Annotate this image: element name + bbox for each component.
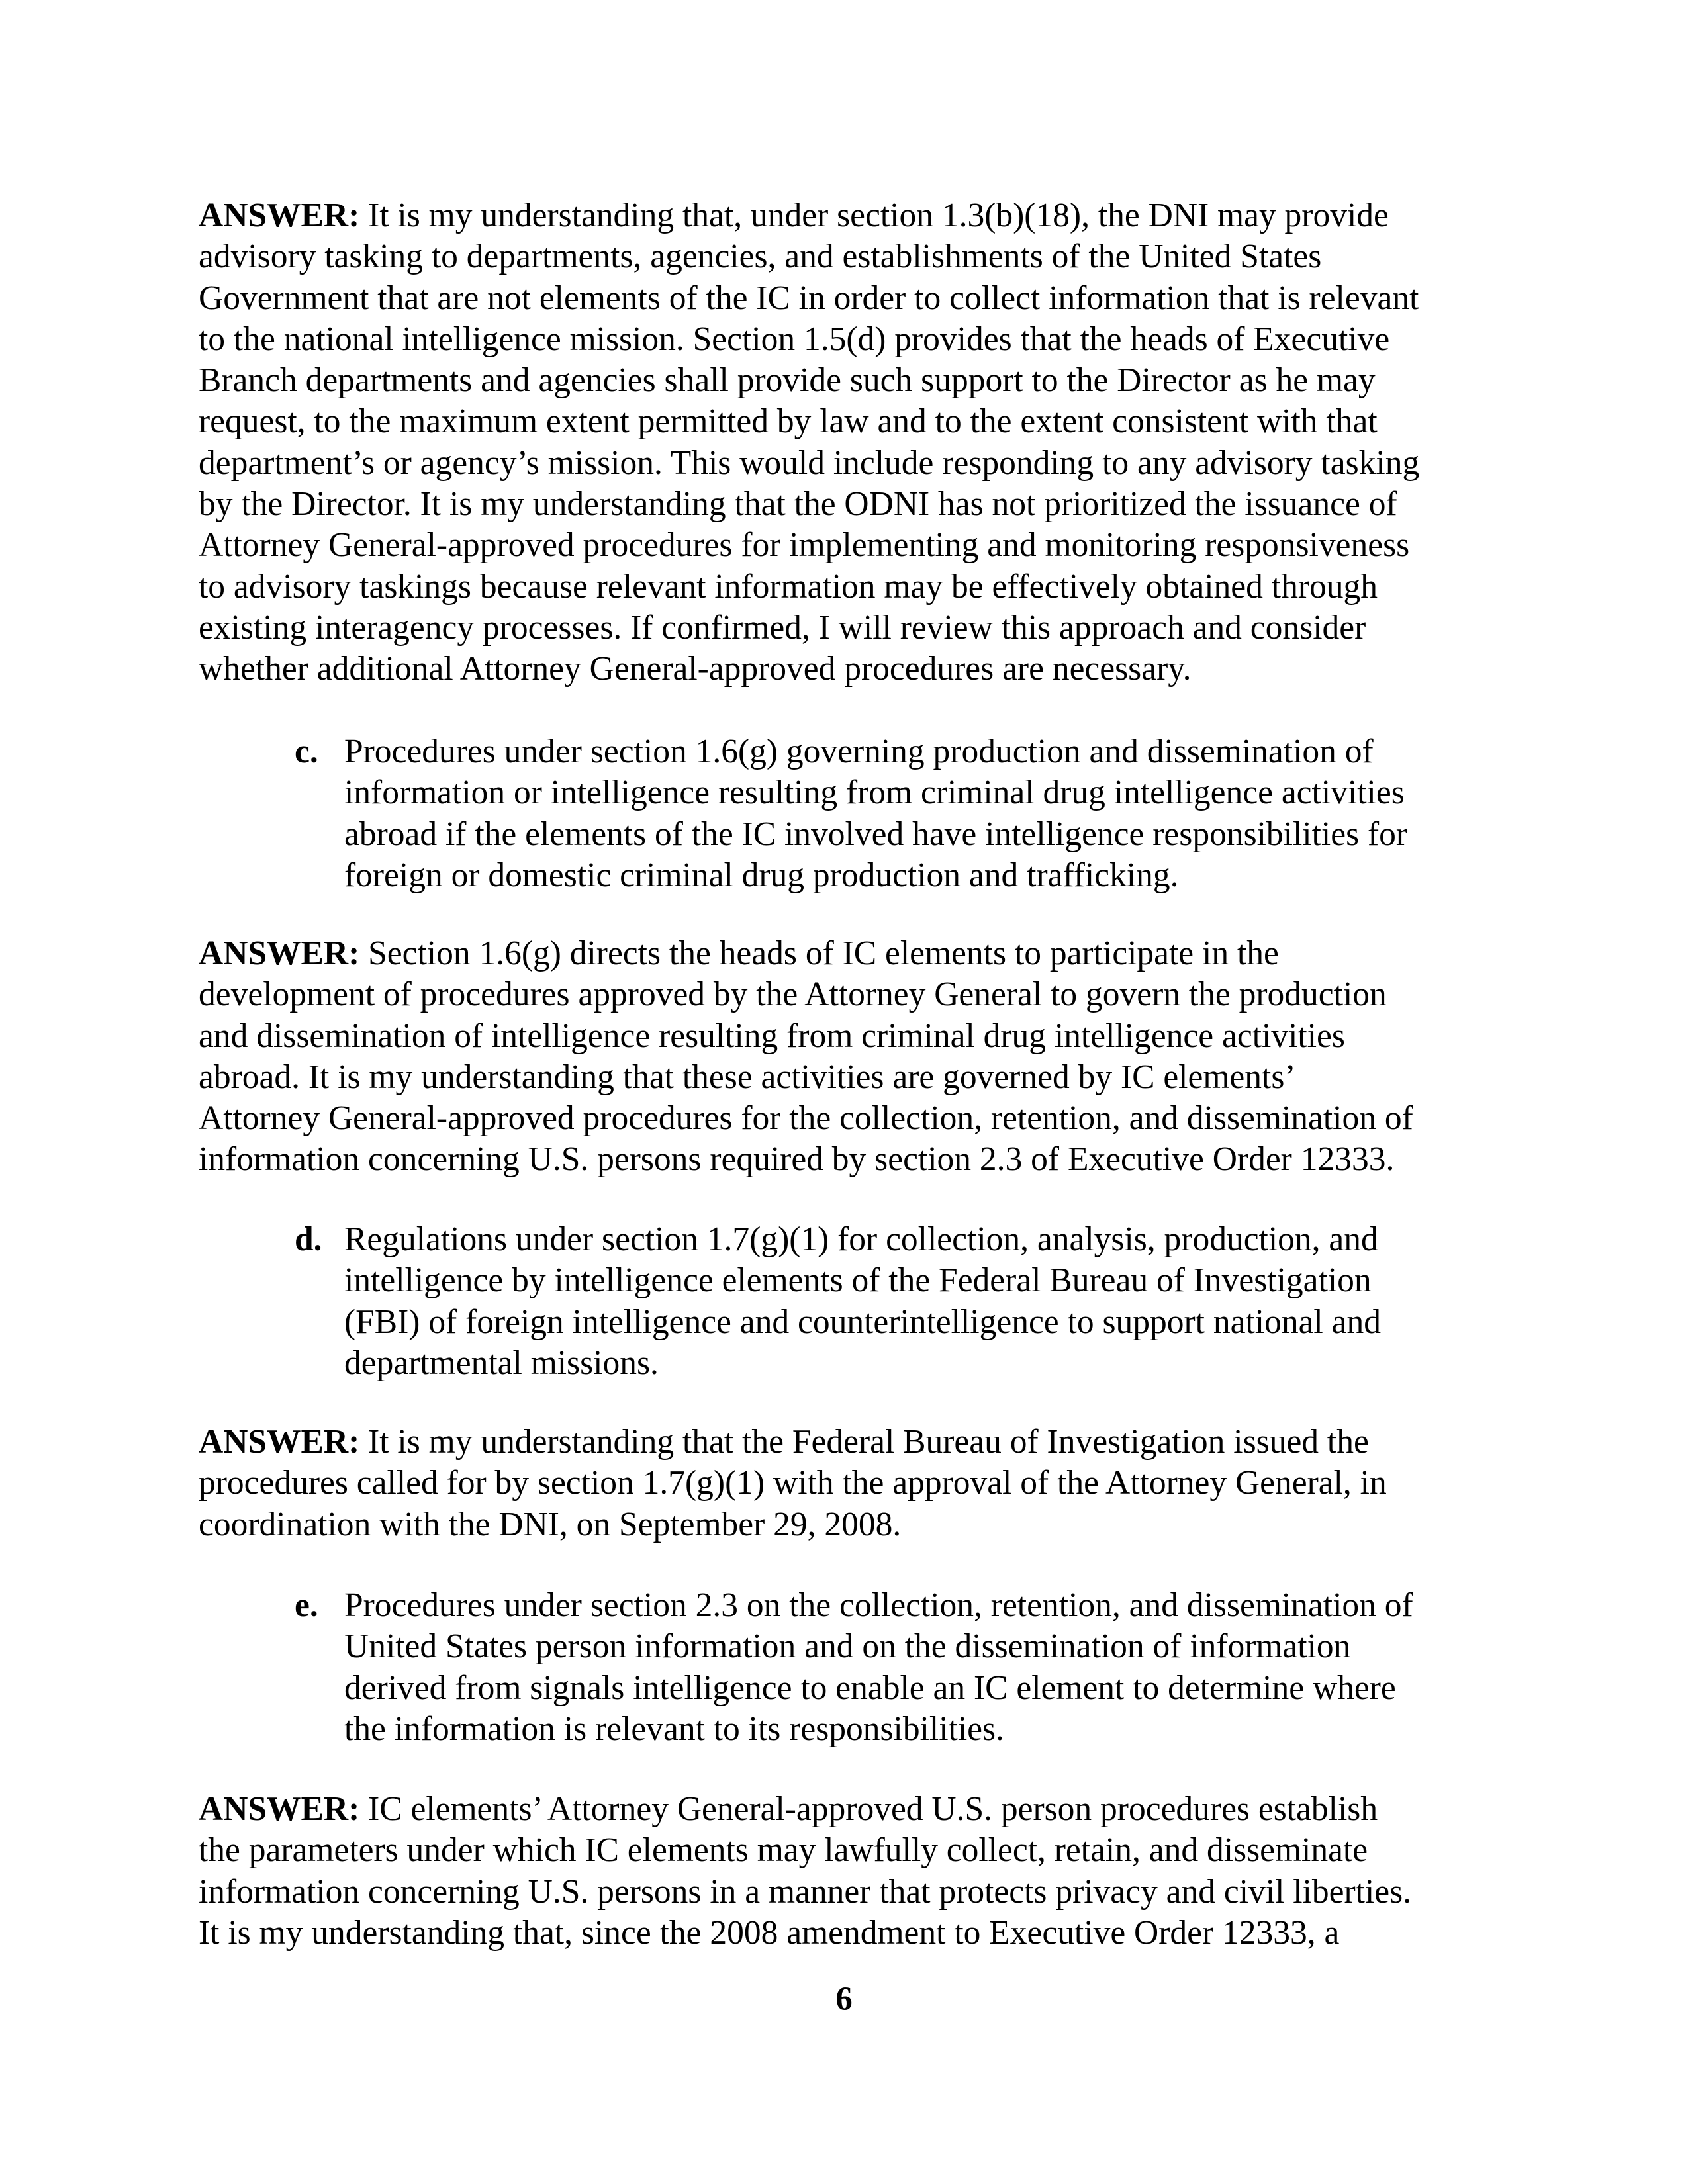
text-line: United States person information and on the dissemination of information — [344, 1627, 1351, 1666]
text-line: and dissemination of intelligence resulting from criminal drug intelligence activities — [199, 1017, 1345, 1055]
text-line: foreign or domestic criminal drug production and trafficking. — [344, 856, 1179, 894]
answer-label: ANSWER: — [199, 1790, 360, 1828]
item-label: c. — [295, 733, 318, 770]
text-line: Procedures under section 1.6(g) governing production and dissemination of — [344, 733, 1374, 770]
text-line: Attorney General-approved procedures for implementing and monitoring responsiveness — [199, 526, 1410, 565]
answer-paragraph-4 — [199, 1789, 1496, 1954]
text-line: IC elements’ Attorney General-approved U.S. person procedures establish — [359, 1790, 1378, 1828]
text-line: It is my understanding that the Federal Bureau of Investigation issued the — [359, 1423, 1369, 1461]
text-line: existing interagency processes. If confirmed, I will review this approach and consider — [199, 608, 1366, 647]
text-line: derived from signals intelligence to enable an IC element to determine where — [344, 1668, 1396, 1707]
text-line: information concerning U.S. persons required by section 2.3 of Executive Order 12333. — [199, 1140, 1395, 1179]
item-label: e. — [295, 1586, 318, 1624]
text-line: Branch departments and agencies shall provide such support to the Director as he may — [199, 361, 1376, 400]
text-line: procedures called for by section 1.7(g)(1) with the approval of the Attorney General, in — [199, 1464, 1387, 1502]
answer-paragraph-2 — [199, 933, 1496, 1181]
text-line: the information is relevant to its responsibilities. — [344, 1709, 1004, 1748]
text-line: information or intelligence resulting from criminal drug intelligence activities — [344, 774, 1405, 812]
text-line: (FBI) of foreign intelligence and counterintelligence to support national and — [344, 1302, 1381, 1341]
question-item-e — [295, 1585, 1536, 1750]
answer-paragraph-1 — [199, 195, 1496, 690]
text-line: Section 1.6(g) directs the heads of IC elements to participate in the — [359, 934, 1279, 972]
text-line: to advisory taskings because relevant information may be effectively obtained through — [199, 567, 1378, 606]
text-line: information concerning U.S. persons in a manner that protects privacy and civil liberties. — [199, 1872, 1412, 1911]
item-label: d. — [295, 1220, 322, 1258]
text-line: intelligence by intelligence elements of the Federal Bureau of Investigation — [344, 1261, 1372, 1300]
text-line: abroad. It is my understanding that these activities are governed by IC elements’ — [199, 1058, 1296, 1096]
text-line: Attorney General-approved procedures for the collection, retention, and dissemination of — [199, 1099, 1413, 1138]
text-line: coordination with the DNI, on September 29, 2008. — [199, 1505, 902, 1543]
page-number: 6 — [835, 1981, 853, 2018]
text-line: Government that are not elements of the IC in order to collect information that is relevant — [199, 279, 1419, 317]
text-line: whether additional Attorney General-approved procedures are necessary. — [199, 650, 1192, 688]
text-line: request, to the maximum extent permitted by law and to the extent consistent with that — [199, 402, 1378, 441]
text-line: department’s or agency’s mission. This would include responding to any advisory tasking — [199, 443, 1420, 482]
text-line: Regulations under section 1.7(g)(1) for collection, analysis, production, and — [344, 1220, 1378, 1258]
answer-paragraph-3 — [199, 1422, 1496, 1545]
answer-label: ANSWER: — [199, 1423, 360, 1461]
question-item-c — [295, 731, 1536, 896]
question-item-d — [295, 1219, 1536, 1384]
text-line: by the Director. It is my understanding that the ODNI has not prioritized the issuance of — [199, 485, 1397, 523]
text-line: development of procedures approved by the Attorney General to govern the production — [199, 976, 1387, 1014]
answer-label: ANSWER: — [199, 197, 360, 234]
text-line: Procedures under section 2.3 on the collection, retention, and dissemination of — [344, 1586, 1413, 1624]
text-line: departmental missions. — [344, 1343, 659, 1382]
text-line: advisory tasking to departments, agencies, and establishments of the United States — [199, 238, 1322, 276]
text-line: It is my understanding that, since the 2008 amendment to Executive Order 12333, a — [199, 1913, 1340, 1952]
text-line: to the national intelligence mission. Section 1.5(d) provides that the heads of Executive — [199, 320, 1390, 358]
text-line: the parameters under which IC elements may lawfully collect, retain, and disseminate — [199, 1831, 1368, 1870]
answer-label: ANSWER: — [199, 934, 360, 972]
text-line: It is my understanding that, under section 1.3(b)(18), the DNI may provide — [359, 197, 1389, 234]
text-line: abroad if the elements of the IC involved have intelligence responsibilities for — [344, 815, 1408, 853]
